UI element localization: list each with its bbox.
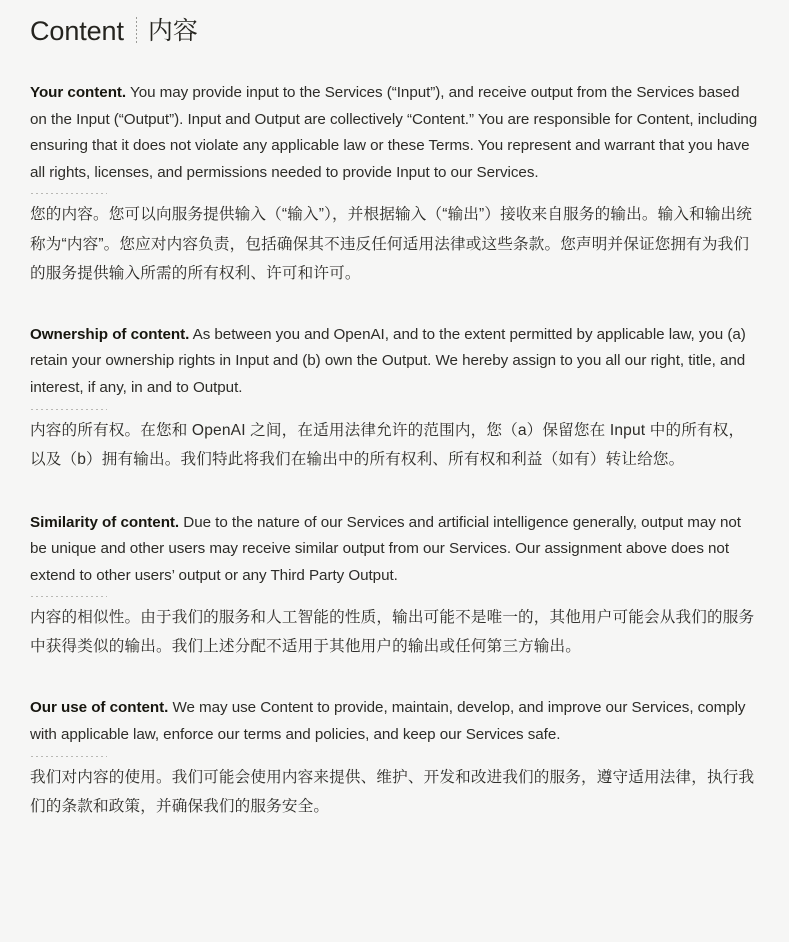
paragraph-lead-in: Ownership of content. (30, 325, 190, 343)
section-your-content (30, 80, 759, 289)
page-title-chinese: 内容 (147, 16, 198, 45)
paragraph-english (30, 322, 759, 402)
title-divider (136, 17, 137, 45)
paragraph-english (30, 80, 759, 186)
paragraph-lead-in: Similarity of content. (30, 513, 180, 531)
translation-divider (31, 409, 107, 410)
paragraph-english (30, 695, 759, 748)
page-title-english: Content (30, 15, 124, 46)
section-ownership-of-content (30, 322, 759, 475)
paragraph-lead-in: Our use of content. (30, 699, 169, 717)
paragraph-chinese: 内容的所有权。在您和 OpenAI 之间，在适用法律允许的范围内，您（a）保留您在 Input 中的所有权，以及（b）拥有输出。我们特此将我们在输出中的所有权利、所有权和利益（如有）转让给您。 (30, 421, 745, 469)
paragraph-lead-in: Your content. (30, 84, 127, 101)
paragraph-english-body: You may provide input to the Services (“Input”), and receive output from the Services based on the Input (“Output”). Input and Output are collectively “Content.” You are responsible for Content, including ensuring that it does not violate any applicable law or these Terms. You represent and warrant that you have all rights, licenses, and permissions needed to provide Input to our Services. (30, 84, 758, 181)
translation-divider (31, 596, 107, 597)
paragraph-english (30, 510, 759, 590)
translation-divider (31, 193, 107, 194)
paragraph-english-body: As between you and OpenAI, and to the extent permitted by applicable law, you (a) retain your ownership rights in Input and (b) own the Output. We hereby assign to you all our right, title, and interest, if any, in and to Output. (30, 325, 746, 397)
paragraph-english-body: We may use Content to provide, maintain, develop, and improve our Services, comply with applicable law, enforce our terms and policies, and keep our Services safe. (30, 699, 746, 744)
section-our-use-of-content (30, 695, 759, 820)
section-similarity-of-content (30, 510, 759, 662)
page-title (30, 0, 759, 56)
paragraph-english-body: Due to the nature of our Services and artificial intelligence generally, output may not be unique and other users may receive similar output from our Services. Our assignment above does not extend to other users’ output or any Third Party Output. (30, 513, 741, 584)
paragraph-chinese: 您的内容。您可以向服务提供输入（“输入”），并根据输入（“输出”）接收来自服务的输出。输入和输出统称为“内容”。您应对内容负责，包括确保其不违反任何适用法律或这些条款。您声明并保证您拥有为我们的服务提供输入所需的所有权利、许可和许可。 (30, 206, 753, 283)
translation-divider (31, 756, 107, 757)
paragraph-chinese: 内容的相似性。由于我们的服务和人工智能的性质，输出可能不是唯一的，其他用户可能会从我们的服务中获得类似的输出。我们上述分配不适用于其他用户的输出或任何第三方输出。 (30, 609, 755, 656)
paragraph-chinese: 我们对内容的使用。我们可能会使用内容来提供、维护、开发和改进我们的服务，遵守适用法律，执行我们的条款和政策，并确保我们的服务安全。 (30, 768, 755, 815)
